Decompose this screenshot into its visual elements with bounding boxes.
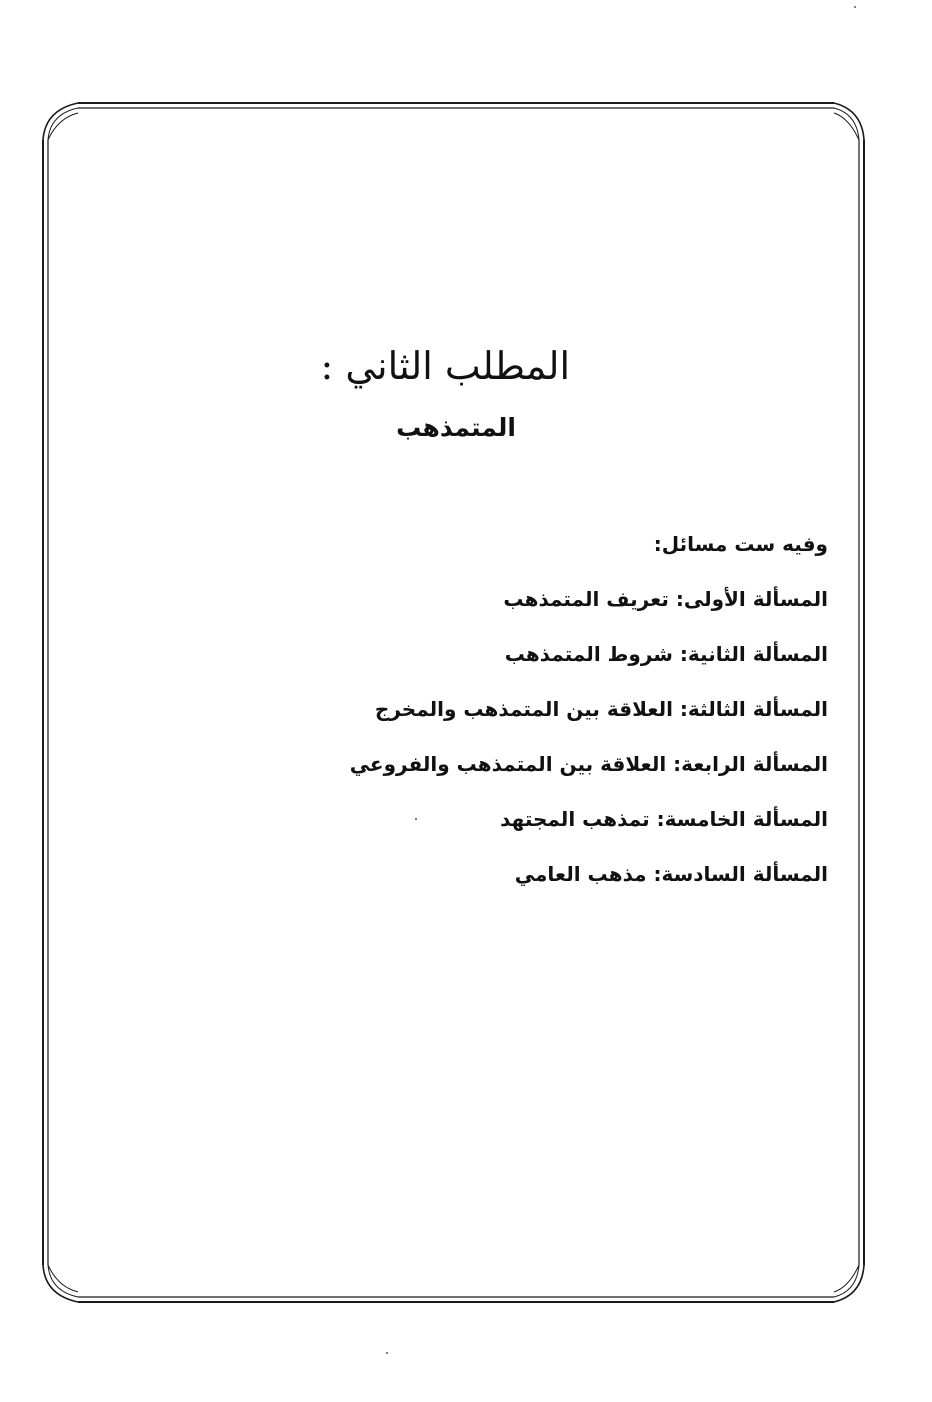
intro-line: وفيه ست مسائل: bbox=[653, 532, 828, 556]
issue-item-6: المسألة السادسة: مذهب العامي bbox=[514, 862, 828, 886]
scan-speck bbox=[854, 6, 856, 8]
issues-content bbox=[308, 526, 828, 911]
issue-item-4: المسألة الرابعة: العلاقة بين المتمذهب والفروعي bbox=[349, 752, 828, 776]
issue-item-2: المسألة الثانية: شروط المتمذهب bbox=[504, 642, 828, 666]
scan-speck bbox=[386, 1352, 388, 1354]
issue-item-3: المسألة الثالثة: العلاقة بين المتمذهب والمخرج bbox=[374, 697, 828, 721]
section-subtitle: المتمذهب bbox=[396, 413, 516, 442]
issue-item-5: المسألة الخامسة: تمذهب المجتهد bbox=[500, 807, 828, 831]
section-title: المطلب الثاني : bbox=[320, 344, 570, 388]
scan-speck bbox=[415, 818, 417, 820]
issue-item-1: المسألة الأولى: تعريف المتمذهب bbox=[503, 587, 828, 611]
